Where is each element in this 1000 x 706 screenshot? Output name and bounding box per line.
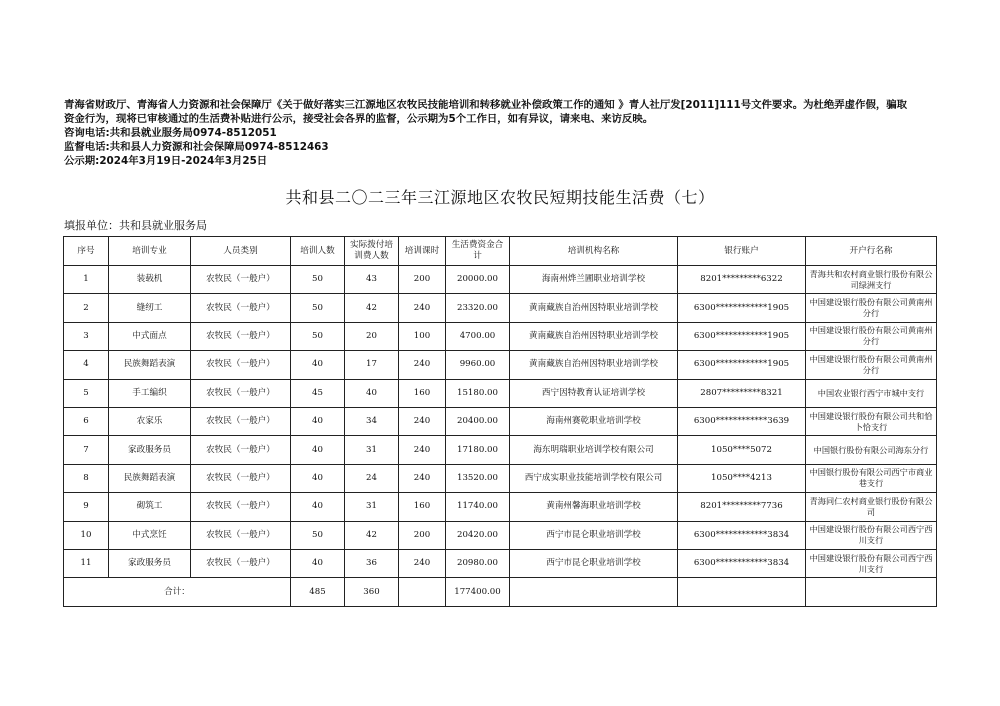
cell-bank: 中国建设银行股份有限公司黄南州分行 [806, 294, 937, 322]
cell-amount: 20000.00 [446, 266, 510, 294]
cell-account: 8201*********7736 [678, 493, 806, 521]
table-row [64, 266, 937, 294]
cell-major: 家政服务员 [109, 436, 191, 464]
col-header-bank: 开户行名称 [806, 237, 937, 266]
cell-account: 6300************3834 [678, 549, 806, 577]
cell-seq: 7 [64, 436, 109, 464]
col-header-major: 培训专业 [109, 237, 191, 266]
cell-bank: 中国农业银行西宁市城中支行 [806, 379, 937, 407]
cell-hours: 160 [399, 493, 446, 521]
cell-category: 农牧民（一般户） [191, 464, 291, 492]
cell-trainees: 40 [291, 436, 345, 464]
cell-paid: 36 [345, 549, 399, 577]
col-header-org: 培训机构名称 [510, 237, 678, 266]
cell-trainees: 40 [291, 407, 345, 435]
cell-trainees: 40 [291, 549, 345, 577]
cell-paid: 43 [345, 266, 399, 294]
cell-bank: 中国建设银行股份有限公司西宁西川支行 [806, 549, 937, 577]
cell-trainees: 50 [291, 266, 345, 294]
cell-major: 缝纫工 [109, 294, 191, 322]
cell-trainees: 50 [291, 294, 345, 322]
cell-seq: 8 [64, 464, 109, 492]
col-header-paid: 实际拨付培训费人数 [345, 237, 399, 266]
notice-block [64, 98, 944, 168]
cell-category: 农牧民（一般户） [191, 351, 291, 379]
cell-trainees: 40 [291, 464, 345, 492]
col-header-seq: 序号 [64, 237, 109, 266]
table-header-row [64, 237, 937, 266]
cell-hours: 240 [399, 407, 446, 435]
cell-paid: 40 [345, 379, 399, 407]
cell-hours: 240 [399, 464, 446, 492]
subsidy-table [63, 236, 937, 607]
total-account-empty [678, 578, 806, 607]
cell-hours: 240 [399, 294, 446, 322]
cell-hours: 160 [399, 379, 446, 407]
cell-category: 农牧民（一般户） [191, 407, 291, 435]
cell-seq: 5 [64, 379, 109, 407]
cell-major: 砌筑工 [109, 493, 191, 521]
supervise-phone: 监督电话:共和县人力资源和社会保障局0974-8512463 [64, 141, 329, 153]
cell-major: 农家乐 [109, 407, 191, 435]
cell-bank: 青海共和农村商业银行股份有限公司绿洲支行 [806, 266, 937, 294]
total-org-empty [510, 578, 678, 607]
cell-amount: 4700.00 [446, 322, 510, 350]
page-title: 共和县二〇二三年三江源地区农牧民短期技能生活费（七） [285, 188, 715, 207]
cell-paid: 34 [345, 407, 399, 435]
cell-major: 装载机 [109, 266, 191, 294]
cell-amount: 23320.00 [446, 294, 510, 322]
cell-account: 2807*********8321 [678, 379, 806, 407]
col-header-category: 人员类别 [191, 237, 291, 266]
notice-line: 青海省财政厅、青海省人力资源和社会保障厅《关于做好落实三江源地区农牧民技能培训和转移就业补偿政策工作的通知 》青人社厅发[2011]111号文件要求。为杜绝弄虚作假，骗取 [64, 99, 908, 111]
cell-trainees: 40 [291, 493, 345, 521]
cell-org: 海东明瑞职业培训学校有限公司 [510, 436, 678, 464]
cell-major: 民族舞蹈表演 [109, 464, 191, 492]
cell-account: 6300************1905 [678, 294, 806, 322]
cell-account: 1050****4213 [678, 464, 806, 492]
cell-trainees: 50 [291, 322, 345, 350]
cell-org: 黄南藏族自治州因特职业培训学校 [510, 322, 678, 350]
cell-seq: 6 [64, 407, 109, 435]
table-row [64, 464, 937, 492]
cell-seq: 2 [64, 294, 109, 322]
cell-org: 黄南藏族自治州因特职业培训学校 [510, 351, 678, 379]
table-row [64, 436, 937, 464]
table-row [64, 493, 937, 521]
cell-hours: 240 [399, 549, 446, 577]
cell-major: 家政服务员 [109, 549, 191, 577]
cell-bank: 青海同仁农村商业银行股份有限公司 [806, 493, 937, 521]
cell-org: 西宁成实职业技能培训学校有限公司 [510, 464, 678, 492]
cell-account: 6300************1905 [678, 322, 806, 350]
cell-bank: 中国银行股份有限公司西宁市商业巷支行 [806, 464, 937, 492]
cell-org: 黄南州馨海职业培训学校 [510, 493, 678, 521]
cell-paid: 20 [345, 322, 399, 350]
col-header-trainees: 培训人数 [291, 237, 345, 266]
cell-paid: 31 [345, 436, 399, 464]
total-hours-empty [399, 578, 446, 607]
cell-hours: 240 [399, 436, 446, 464]
table-row [64, 407, 937, 435]
cell-amount: 20420.00 [446, 521, 510, 549]
cell-category: 农牧民（一般户） [191, 493, 291, 521]
cell-amount: 15180.00 [446, 379, 510, 407]
cell-org: 海南州烨兰圃职业培训学校 [510, 266, 678, 294]
total-label: 合计： [64, 578, 291, 607]
cell-seq: 3 [64, 322, 109, 350]
cell-category: 农牧民（一般户） [191, 294, 291, 322]
col-header-hours: 培训课时 [399, 237, 446, 266]
cell-amount: 9960.00 [446, 351, 510, 379]
cell-amount: 11740.00 [446, 493, 510, 521]
cell-account: 6300************1905 [678, 351, 806, 379]
cell-seq: 10 [64, 521, 109, 549]
table-row [64, 294, 937, 322]
notice-line: 资金行为，现将已审核通过的生活费补贴进行公示，接受社会各界的监督，公示期为5个工作日，如有异议，请来电、来访反映。 [64, 113, 654, 125]
cell-org: 西宁因特教育认证培训学校 [510, 379, 678, 407]
cell-hours: 200 [399, 266, 446, 294]
publicity-period: 公示期:2024年3月19日-2024年3月25日 [64, 155, 268, 167]
cell-category: 农牧民（一般户） [191, 322, 291, 350]
cell-account: 6300************3834 [678, 521, 806, 549]
table-row [64, 322, 937, 350]
cell-category: 农牧民（一般户） [191, 436, 291, 464]
cell-trainees: 45 [291, 379, 345, 407]
total-amount: 177400.00 [446, 578, 510, 607]
cell-amount: 17180.00 [446, 436, 510, 464]
cell-paid: 42 [345, 294, 399, 322]
cell-bank: 中国建设银行股份有限公司黄南州分行 [806, 351, 937, 379]
total-paid: 360 [345, 578, 399, 607]
cell-hours: 240 [399, 351, 446, 379]
cell-category: 农牧民（一般户） [191, 549, 291, 577]
cell-trainees: 50 [291, 521, 345, 549]
cell-account: 6300************3639 [678, 407, 806, 435]
cell-seq: 4 [64, 351, 109, 379]
cell-major: 中式烹饪 [109, 521, 191, 549]
cell-amount: 20980.00 [446, 549, 510, 577]
cell-bank: 中国建设银行股份有限公司共和恰卜恰支行 [806, 407, 937, 435]
cell-category: 农牧民（一般户） [191, 521, 291, 549]
total-trainees: 485 [291, 578, 345, 607]
cell-seq: 11 [64, 549, 109, 577]
cell-seq: 9 [64, 493, 109, 521]
cell-major: 中式面点 [109, 322, 191, 350]
table-row [64, 521, 937, 549]
cell-hours: 200 [399, 521, 446, 549]
cell-category: 农牧民（一般户） [191, 266, 291, 294]
reporting-unit: 填报单位：共和县就业服务局 [64, 219, 207, 232]
cell-paid: 24 [345, 464, 399, 492]
cell-org: 海南州赛乾职业培训学校 [510, 407, 678, 435]
cell-amount: 20400.00 [446, 407, 510, 435]
cell-hours: 100 [399, 322, 446, 350]
cell-paid: 17 [345, 351, 399, 379]
cell-major: 手工编织 [109, 379, 191, 407]
table-row [64, 379, 937, 407]
cell-paid: 42 [345, 521, 399, 549]
col-header-amount: 生活费资金合计 [446, 237, 510, 266]
cell-org: 西宁市昆仑职业培训学校 [510, 521, 678, 549]
cell-org: 黄南藏族自治州因特职业培训学校 [510, 294, 678, 322]
col-header-account: 银行账户 [678, 237, 806, 266]
consult-phone: 咨询电话:共和县就业服务局0974-8512051 [64, 127, 277, 139]
cell-category: 农牧民（一般户） [191, 379, 291, 407]
total-row [64, 578, 937, 607]
cell-bank: 中国银行股份有限公司海东分行 [806, 436, 937, 464]
cell-bank: 中国建设银行股份有限公司西宁西川支行 [806, 521, 937, 549]
cell-bank: 中国建设银行股份有限公司黄南州分行 [806, 322, 937, 350]
table-row [64, 351, 937, 379]
table-row [64, 549, 937, 577]
cell-account: 1050****5072 [678, 436, 806, 464]
cell-major: 民族舞蹈表演 [109, 351, 191, 379]
cell-account: 8201*********6322 [678, 266, 806, 294]
cell-paid: 31 [345, 493, 399, 521]
cell-amount: 13520.00 [446, 464, 510, 492]
cell-trainees: 40 [291, 351, 345, 379]
cell-seq: 1 [64, 266, 109, 294]
total-bank-empty [806, 578, 937, 607]
cell-org: 西宁市昆仑职业培训学校 [510, 549, 678, 577]
